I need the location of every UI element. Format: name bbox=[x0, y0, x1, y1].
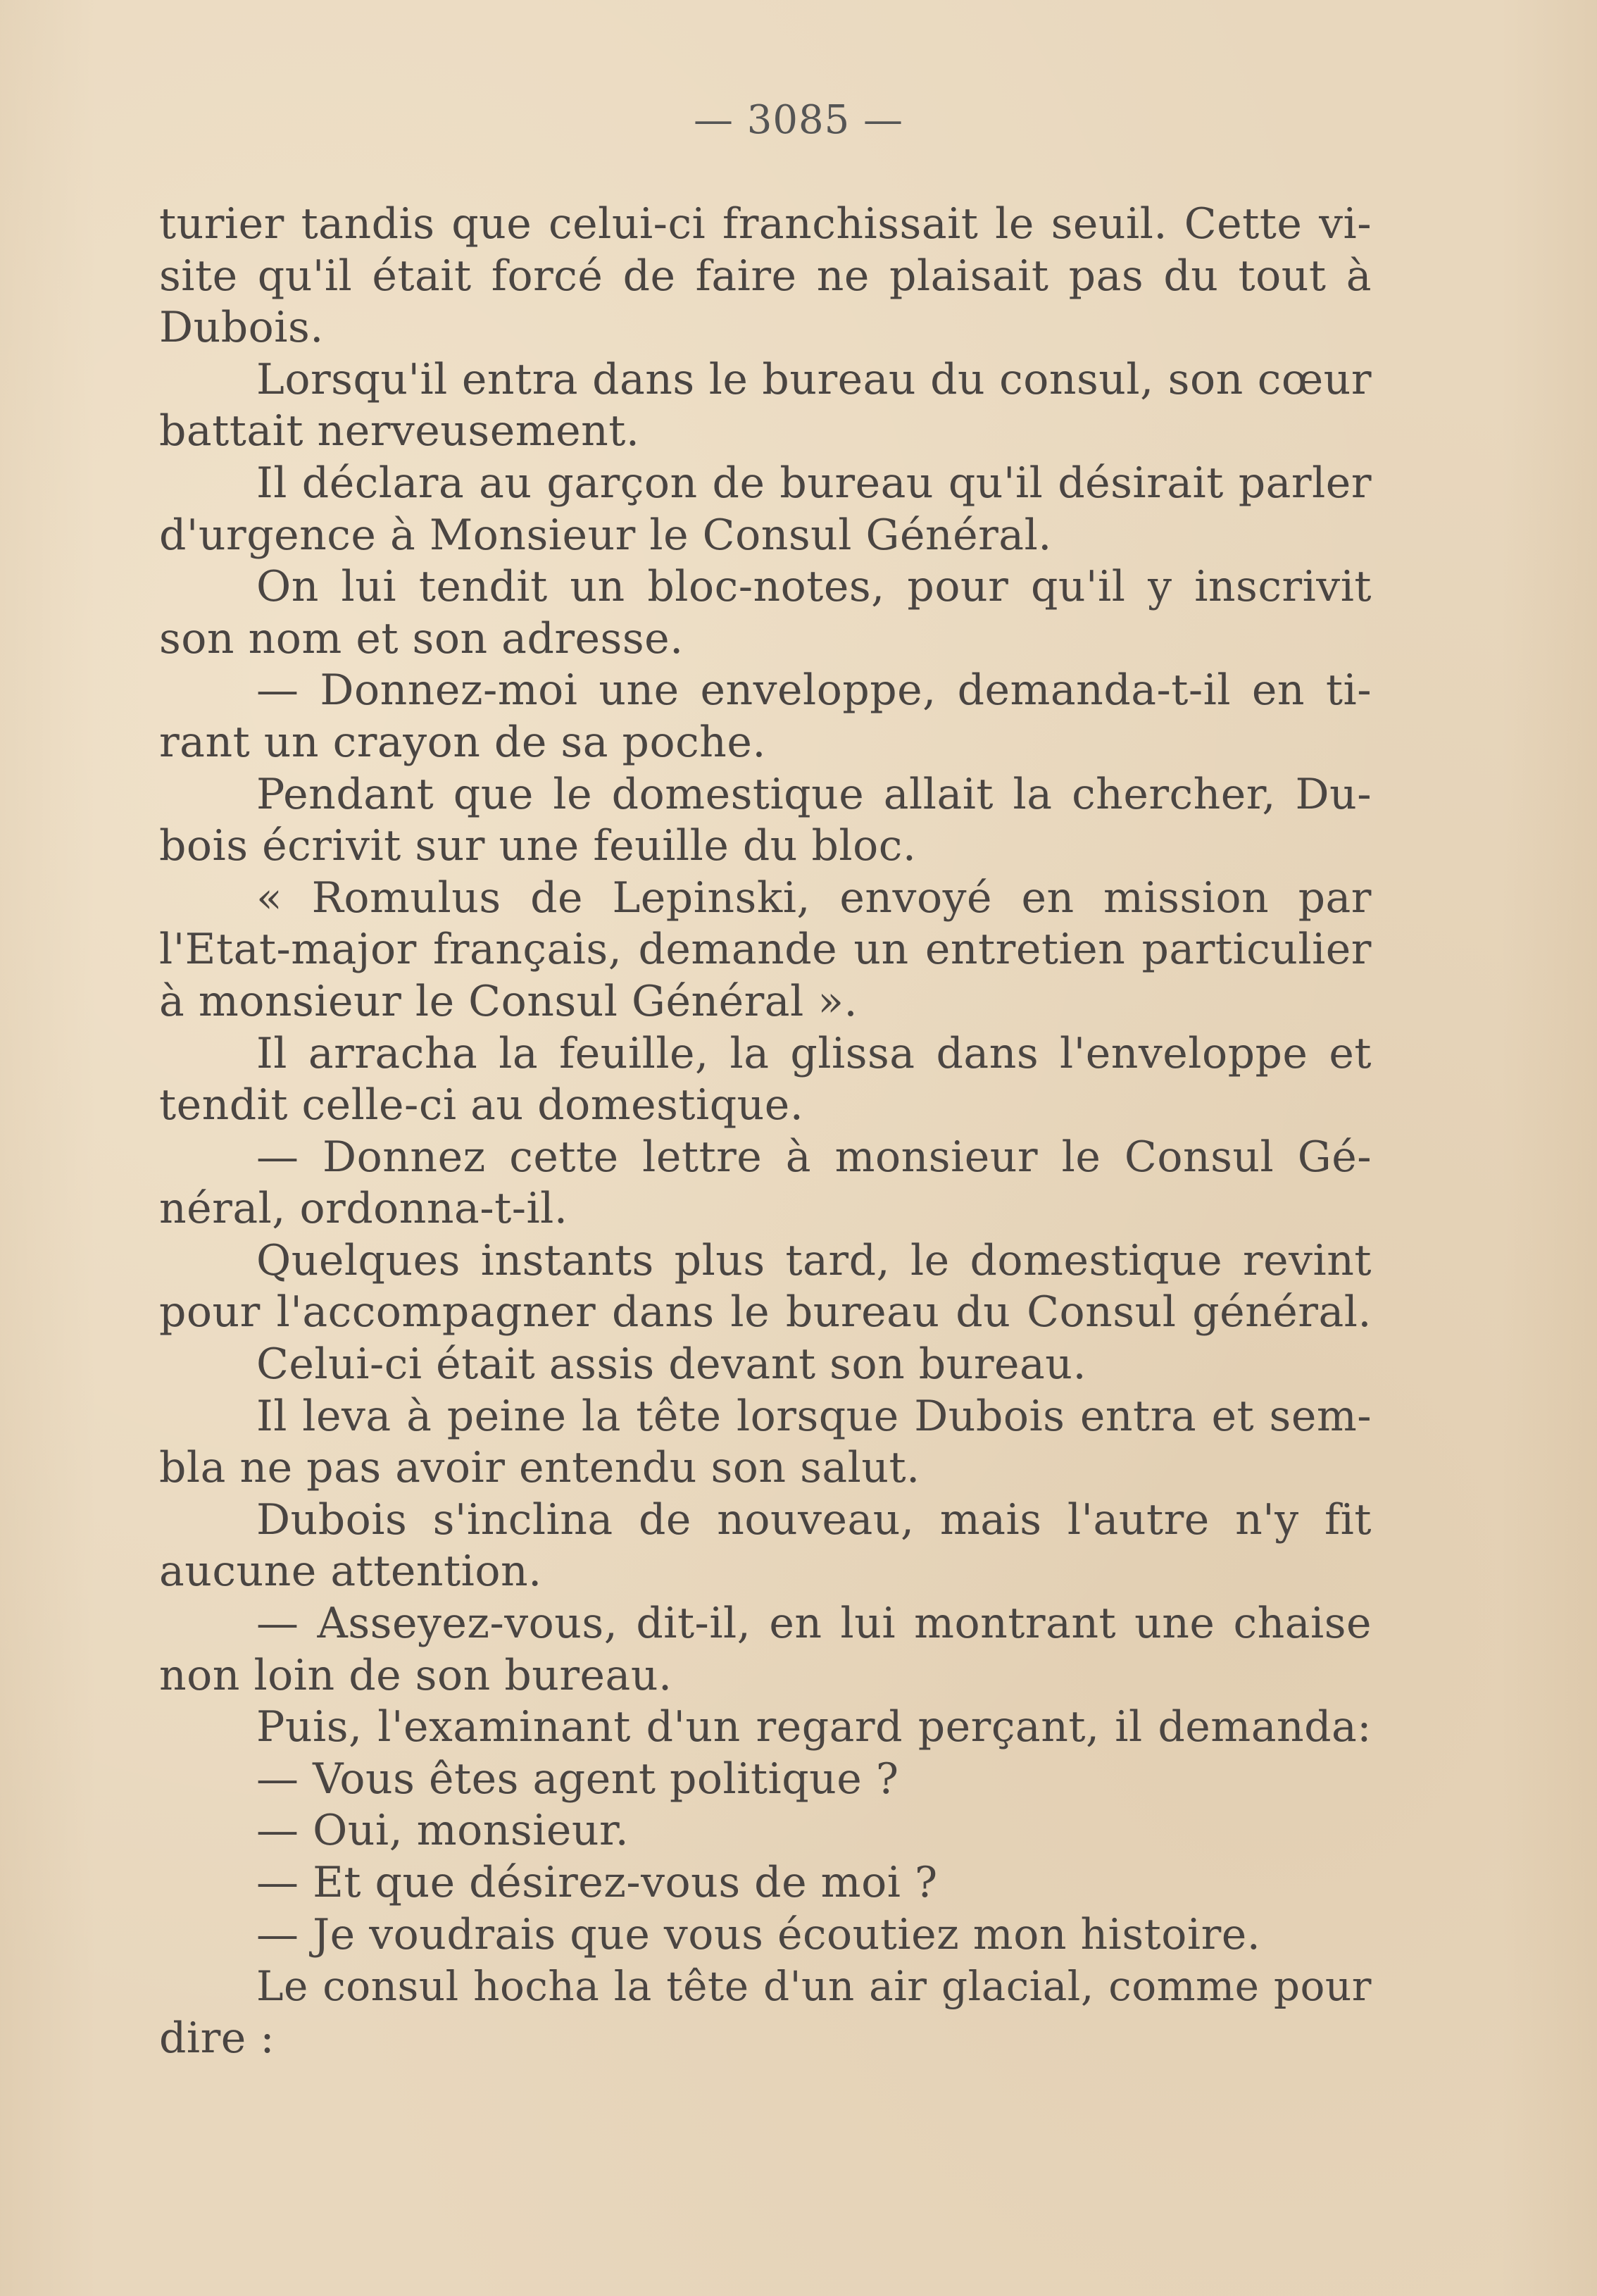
text-line: — Vous êtes agent politique ? bbox=[256, 1754, 899, 1804]
text-line: battait nerveusement. bbox=[159, 406, 640, 456]
text-line: Quelques instants plus tard, le domestique revint bbox=[256, 1235, 1372, 1285]
text-line: dire : bbox=[159, 2013, 275, 2063]
text-line: — Donnez cette lettre à monsieur le Consul Gé- bbox=[256, 1132, 1372, 1182]
text-line: pour l'accompagner dans le bureau du Consul général. bbox=[159, 1287, 1372, 1337]
text-line: son nom et son adresse. bbox=[159, 613, 684, 663]
text-line: Pendant que le domestique allait la chercher, Du- bbox=[256, 769, 1372, 819]
text-line: On lui tendit un bloc-notes, pour qu'il y inscrivit bbox=[256, 562, 1372, 612]
text-line: « Romulus de Lepinski, envoyé en mission par bbox=[256, 873, 1372, 923]
text-line: — Je voudrais que vous écoutiez mon histoire. bbox=[256, 1909, 1261, 1959]
text-line: Dubois. bbox=[159, 303, 324, 353]
text-line: Dubois s'inclina de nouveau, mais l'autre n'y fit bbox=[256, 1495, 1372, 1545]
text-line: Il leva à peine la tête lorsque Dubois entra et sem- bbox=[256, 1391, 1372, 1441]
text-line: — Oui, monsieur. bbox=[256, 1806, 630, 1856]
text-line: Il déclara au garçon de bureau qu'il désirait parler bbox=[256, 458, 1372, 508]
text-line: à monsieur le Consul Général ». bbox=[159, 976, 858, 1026]
text-line: tendit celle-ci au domestique. bbox=[159, 1080, 804, 1130]
text-line: rant un crayon de sa poche. bbox=[159, 717, 766, 767]
text-line: bois écrivit sur une feuille du bloc. bbox=[159, 821, 917, 871]
page-number: — 3085 — bbox=[693, 97, 904, 143]
text-line: Le consul hocha la tête d'un air glacial, comme pour bbox=[256, 1962, 1372, 2011]
text-line: Celui-ci était assis devant son bureau. bbox=[256, 1340, 1087, 1390]
text-line: bla ne pas avoir entendu son salut. bbox=[159, 1443, 920, 1493]
text-line: site qu'il était forcé de faire ne plaisait pas du tout à bbox=[159, 251, 1372, 301]
text-line: — Et que désirez-vous de moi ? bbox=[256, 1858, 938, 1907]
text-line: néral, ordonna-t-il. bbox=[159, 1184, 568, 1234]
text-line: aucune attention. bbox=[159, 1547, 542, 1597]
text-line: Il arracha la feuille, la glissa dans l'enveloppe et bbox=[256, 1028, 1372, 1078]
text-line: — Asseyez-vous, dit-il, en lui montrant une chaise bbox=[256, 1599, 1372, 1649]
text-line: turier tandis que celui-ci franchissait le seuil. Cette vi- bbox=[159, 199, 1372, 249]
text-line: l'Etat-major français, demande un entretien particulier bbox=[159, 925, 1372, 975]
text-line: d'urgence à Monsieur le Consul Général. bbox=[159, 510, 1052, 560]
text-line: Lorsqu'il entra dans le bureau du consul, son cœur bbox=[256, 354, 1372, 404]
text-line: non loin de son bureau. bbox=[159, 1650, 672, 1700]
text-line: — Donnez-moi une enveloppe, demanda-t-il en ti- bbox=[256, 666, 1372, 716]
text-line: Puis, l'examinant d'un regard perçant, il demanda: bbox=[256, 1702, 1372, 1752]
body-text bbox=[159, 199, 1372, 2064]
